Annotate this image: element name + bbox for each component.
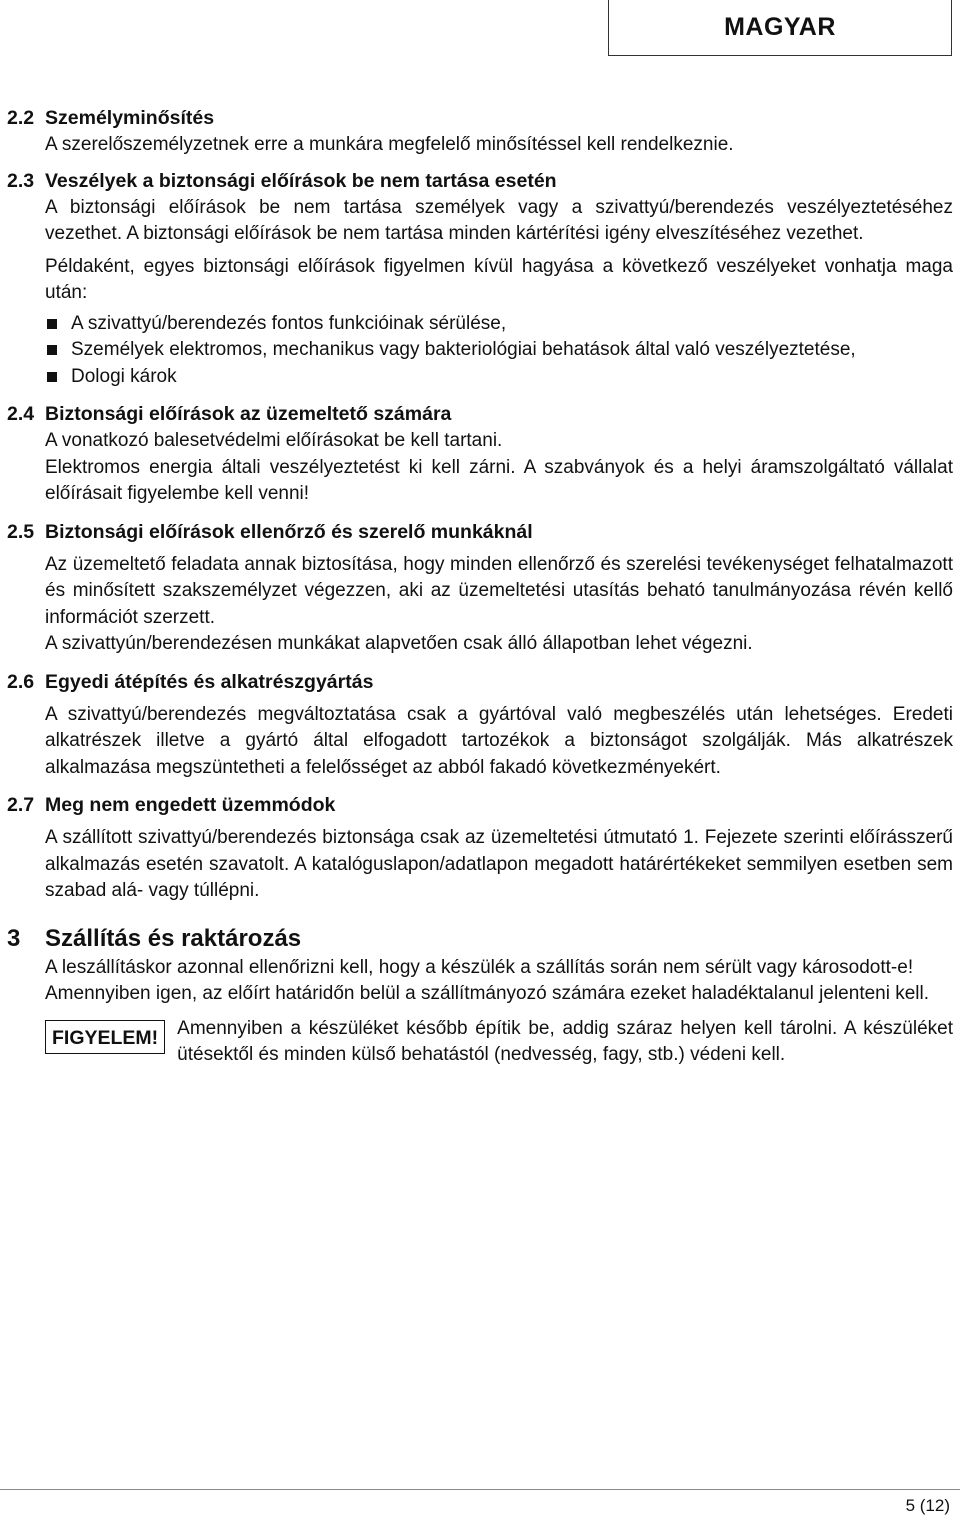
paragraph: A vonatkozó balesetvédelmi előírásokat be kell tartani.	[45, 430, 503, 451]
footer-divider	[0, 1489, 960, 1490]
chapter-heading	[7, 923, 953, 955]
warning-note	[45, 1016, 953, 1069]
chapter-number: 3	[7, 924, 21, 952]
section-2-5	[7, 518, 953, 658]
section-heading	[7, 167, 953, 195]
list-item-text: Dologi károk	[71, 365, 177, 387]
section-title: Biztonsági előírások ellenőrző és szerelő munkáknál	[45, 520, 533, 543]
document-body	[7, 104, 953, 1069]
section-number: 2.2	[7, 107, 35, 129]
section-heading	[7, 104, 953, 132]
paragraph: A szivattyún/berendezésen munkákat alapvetően csak álló állapotban lehet végezni.	[45, 633, 753, 654]
paragraph: A szállított szivattyú/berendezés biztonsága csak az üzemeltetési útmutató 1. Fejezete szerinti előírásszerű alkalmazás esetén szavatolt. A katalóguslapon/adatlapon megadott határértékeket semmilyen esetben sem szabad alá- vagy túllépni.	[45, 827, 953, 901]
square-bullet-icon	[45, 337, 71, 364]
list-item	[45, 337, 953, 364]
section-number: 2.6	[7, 670, 35, 693]
chapter-3	[7, 923, 953, 1069]
warning-text: Amennyiben a készüléket később építik be, addig száraz helyen kell tárolni. A készüléket ütésektől és minden külső behatástól (nedvesség, fagy, stb.) védeni kell.	[177, 1017, 953, 1065]
section-heading	[7, 518, 953, 546]
list-item	[45, 364, 953, 391]
list-item-text: A szivattyú/berendezés fontos funkcióinak sérülése,	[71, 312, 507, 334]
section-2-3	[7, 167, 953, 391]
page-number: 5 (12)	[905, 1496, 950, 1515]
section-number: 2.7	[7, 794, 35, 816]
section-heading	[7, 668, 953, 696]
chapter-title: Szállítás és raktározás	[45, 924, 302, 952]
paragraph: A leszállításkor azonnal ellenőrizni kell, hogy a készülék a szállítás során nem sérült vagy károsodott-e!	[45, 956, 914, 978]
section-title: Biztonsági előírások az üzemeltető számára	[45, 403, 452, 425]
section-2-2	[7, 104, 953, 159]
section-title: Egyedi átépítés és alkatrészgyártás	[45, 670, 374, 693]
section-title: Személyminősítés	[45, 107, 215, 129]
section-2-4	[7, 400, 953, 508]
bullet-list	[45, 311, 953, 391]
section-heading	[7, 791, 953, 819]
square-bullet-icon	[45, 364, 71, 391]
section-title: Veszélyek a biztonsági előírások be nem tartása esetén	[45, 169, 557, 192]
section-number: 2.5	[7, 520, 35, 543]
warning-label: FIGYELEM!	[45, 1020, 165, 1054]
section-number: 2.3	[7, 169, 35, 192]
section-2-6	[7, 668, 953, 782]
paragraph: A szerelőszemélyzetnek erre a munkára megfelelő minősítéssel kell rendelkeznie.	[45, 134, 734, 155]
paragraph: Az üzemeltető feladata annak biztosítása, hogy minden ellenőrző és szerelési tevékenységet felhatalmazott és minősített szakszemélyzet végezzen, aki az üzemeltetési utasítás beható tanulmányozása révén kellő információt szerzett.	[45, 553, 953, 628]
paragraph: Elektromos energia általi veszélyeztetést ki kell zárni. A szabványok és a helyi áramszolgáltató vállalat előírásait figyelembe kell venni!	[45, 456, 953, 504]
paragraph: Példaként, egyes biztonsági előírások figyelmen kívül hagyása a következő veszélyeket vonhatja maga után:	[45, 255, 953, 303]
paragraph: Amennyiben igen, az előírt határidőn belül a szállítmányozó számára ezeket haladéktalanul jelenteni kell.	[45, 983, 930, 1004]
square-bullet-icon	[45, 311, 71, 338]
language-label: MAGYAR	[608, 0, 952, 56]
section-heading	[7, 400, 953, 428]
paragraph: A biztonsági előírások be nem tartása személyek vagy a szivattyú/berendezés veszélyeztetéséhez vezethet. A biztonsági előírások be nem tartása minden kártérítési igény elveszítéséhez vezethet.	[45, 196, 953, 244]
section-2-7	[7, 791, 953, 905]
section-number: 2.4	[7, 403, 35, 425]
list-item	[45, 311, 953, 338]
list-item-text: Személyek elektromos, mechanikus vagy bakteriológiai behatások által való veszélyeztetése,	[71, 339, 856, 360]
section-title: Meg nem engedett üzemmódok	[45, 794, 336, 816]
paragraph: A szivattyú/berendezés megváltoztatása csak a gyártóval való megbeszélés után lehetséges. Eredeti alkatrészek illetve a gyártó által elfogadott tartozékok a biztonságot szolgálják. Más alkatrészek alkalmazása megszüntetheti a felelősséget az abból fakadó következményekért.	[45, 703, 953, 778]
